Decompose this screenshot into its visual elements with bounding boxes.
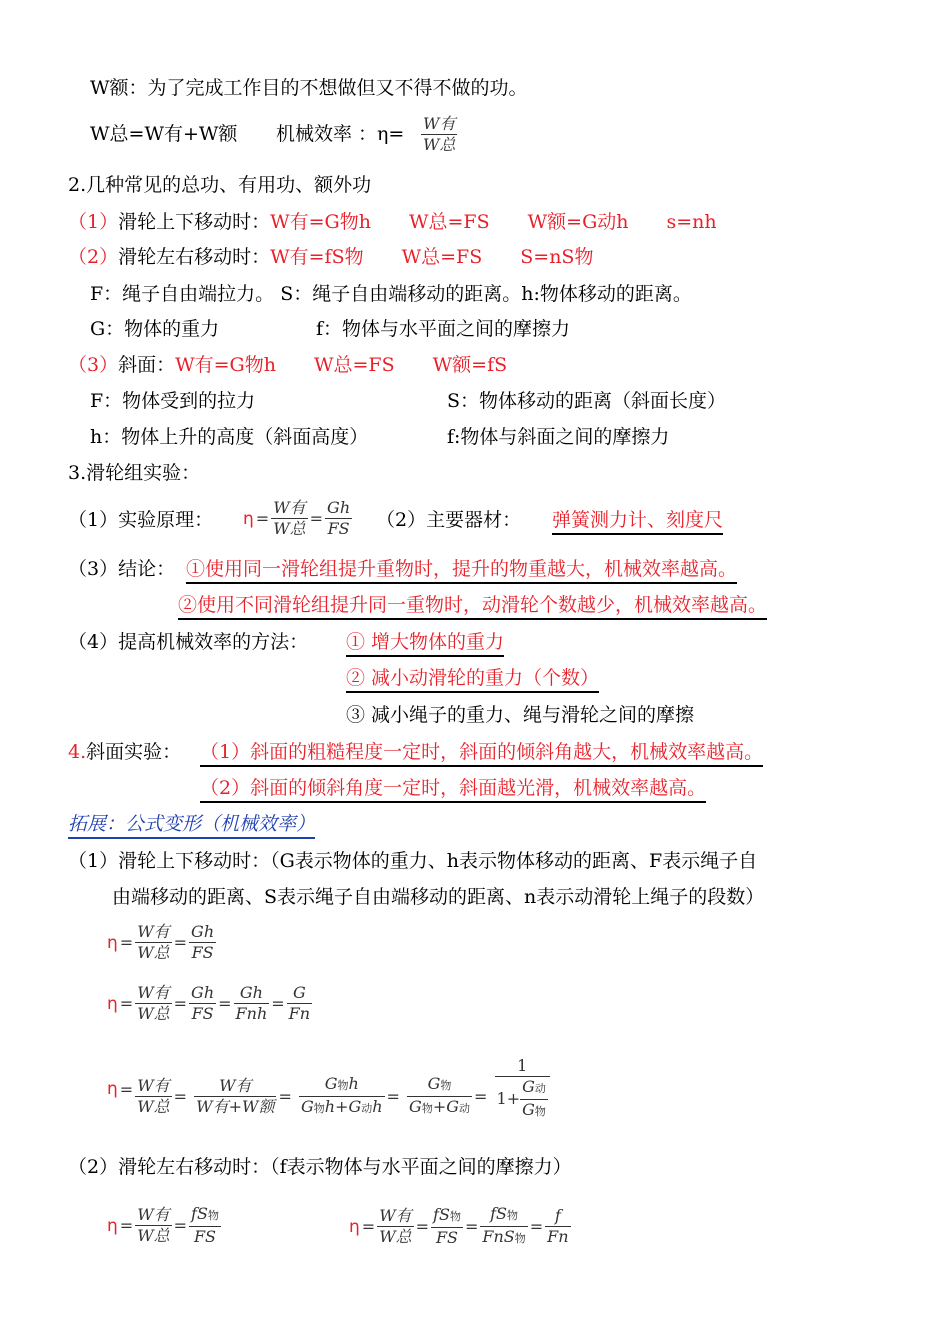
formula-horizontal-1: η = $\frac{\text{W有}}{\text{W总}}$ = $\frac{\text{fS物}}{FS}$ [107, 1204, 219, 1246]
heading-4: 4.斜面实验： [68, 741, 182, 763]
heading-3: 3.滑轮组实验： [68, 462, 201, 484]
line-symbols-2a: G：物体的重力 [90, 318, 220, 340]
line-ext-2: （2）滑轮左右移动时：（f表示物体与水平面之间的摩擦力） [68, 1156, 572, 1178]
line-incline-symbols-2b: f:物体与斜面之间的摩擦力 [447, 426, 670, 448]
formula-vertical-3: η = $\frac{\text{W有}}{\text{W总}}$ = $\frac{\text{W有}}{\text{W有+W额}}$ = $\frac{\text{G物h}}{\text{G物h+G动h}}$ = $\frac{\text{G物}}{\text{G物+G动}}$ = 1 1+ $\frac{\text{G动}}{\text{G物}}$ [106, 1056, 551, 1122]
line-improve-1: ① 增大物体的重力 [346, 630, 504, 654]
line-incline-exp-2: （2）斜面的倾斜角度一定时，斜面越光滑，机械效率越高。 [200, 776, 706, 800]
line-improve-2: ② 减小动滑轮的重力（个数） [346, 666, 599, 690]
line-incline-symbols-2a: h：物体上升的高度（斜面高度） [90, 426, 369, 448]
formula-efficiency-basic: $\frac{\text{W有}}{\text{W总}}$ [423, 114, 456, 154]
line-symbols-1: F：绳子自由端拉力。 S：绳子自由端移动的距离。h:物体移动的距离。 [90, 283, 692, 305]
line-extra-work-definition: W额：为了完成工作目的不想做但又不得不做的功。 [90, 77, 528, 99]
line-incline-symbols-1a: F：物体受到的拉力 [90, 390, 256, 412]
line-pulley-vertical: （1）滑轮上下移动时：W有=G物h W总=FS W额=G动h s=nh [68, 211, 717, 233]
line-incline: （3）斜面：W有=G物h W总=FS W额=fS [68, 354, 508, 376]
formula-vertical-2: η = $\frac{\text{W有}}{\text{W总}}$ = $\frac{Gh}{FS}$ = $\frac{Gh}{\text{Fnh}}$ = $\frac{G}{Fn}$ [107, 983, 311, 1023]
line-conclusion-1: ①使用同一滑轮组提升重物时，提升的物重越大，机械效率越高。 [186, 557, 737, 581]
heading-2: 2.几种常见的总功、有用功、额外功 [68, 174, 372, 196]
line-symbols-2b: f：物体与水平面之间的摩擦力 [316, 318, 571, 340]
line-improve-label: （4）提高机械效率的方法： [68, 631, 309, 653]
line-principle-label: （1）实验原理： [68, 509, 214, 531]
line-pulley-horizontal: （2）滑轮左右移动时：W有=fS物 W总=FS S=nS物 [68, 246, 594, 268]
line-total-work-formula: W总=W有+W额 [90, 123, 238, 145]
line-conclusion-label: （3）结论： [68, 558, 176, 580]
formula-horizontal-2: η = $\frac{\text{W有}}{\text{W总}}$ = $\frac{\text{fS物}}{FS}$ = $\frac{\text{fS物}}{\text{FnS物}}$ = $\frac{f}{Fn}$ [349, 1204, 569, 1247]
line-conclusion-2: ②使用不同滑轮组提升同一重物时，动滑轮个数越少，机械效率越高。 [178, 593, 767, 617]
line-ext-1b: 由端移动的距离、S表示绳子自由端移动的距离、n表示动滑轮上绳子的段数） [112, 886, 765, 908]
line-improve-3: ③ 减小绳子的重力、绳与滑轮之间的摩擦 [346, 704, 695, 726]
line-equipment-value: 弹簧测力计、刻度尺 [552, 508, 723, 532]
formula-vertical-1: η = $\frac{\text{W有}}{\text{W总}}$ = $\frac{Gh}{FS}$ [107, 922, 215, 962]
line-incline-symbols-1b: S：物体移动的距离（斜面长度） [447, 390, 727, 412]
heading-extension: 拓展：公式变形（机械效率） [68, 812, 315, 836]
line-incline-exp-1: （1）斜面的粗糙程度一定时，斜面的倾斜角越大，机械效率越高。 [200, 740, 763, 764]
line-efficiency-label: 机械效率 ：η= [276, 123, 405, 145]
line-ext-1: （1）滑轮上下移动时：（G表示物体的重力、h表示物体移动的距离、F表示绳子自 [68, 850, 758, 872]
line-equipment-label: （2）主要器材： [376, 509, 522, 531]
formula-principle: η = $\frac{\text{W有}}{\text{W总}}$ = $\frac{Gh}{FS}$ [243, 498, 351, 538]
